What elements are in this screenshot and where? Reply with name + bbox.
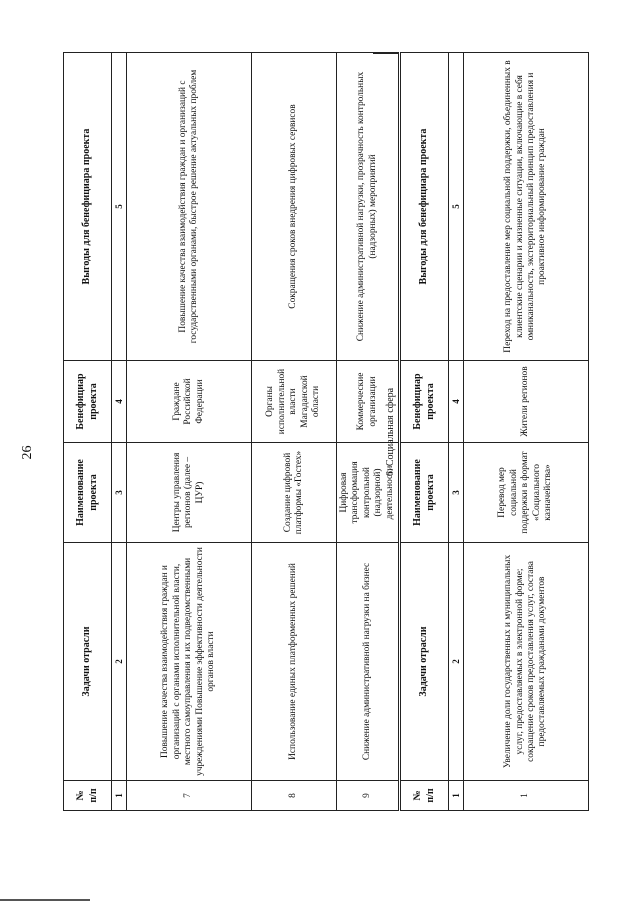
section-title: 6. Социальная сфера (383, 53, 399, 811)
header-project-name: Наименование проекта (64, 443, 112, 543)
row-num: 8 (252, 781, 337, 811)
row-num: 1 (464, 781, 589, 811)
row-benefits: Сокращения сроков внедрения цифровых сервисов (252, 53, 337, 361)
row-beneficiary: Жители регионов (464, 361, 589, 443)
column-index: 5 (112, 53, 127, 361)
table-header-row (64, 53, 112, 811)
row-project: Перевод мер социальной поддержки в формат «Социального казначейства» (464, 443, 589, 543)
row-project: Создание цифровой платформы «Гостех» (252, 443, 337, 543)
column-index-row (112, 53, 127, 811)
table-row (252, 53, 337, 811)
column-index-row (449, 53, 464, 811)
header-benefits: Выгоды для бенефициара проекта (401, 53, 449, 361)
row-beneficiary: Органы исполнительной власти Магаданской области (252, 361, 337, 443)
column-index: 2 (112, 543, 127, 781)
page-number: 26 (20, 445, 35, 460)
header-beneficiary: Бенефициар проекта (64, 361, 112, 443)
row-project: Центры управления регионов (далее – ЦУР) (127, 443, 252, 543)
table-header-row (401, 53, 449, 811)
row-task: Увеличение доли государственных и муниципальных услуг, предоставляемых в электронной форме; сокращение сроков предоставления услуг, состава предоставляемых гражданами документов (464, 543, 589, 781)
row-benefits: Снижение административной нагрузки, прозрачность контрольных (надзорных) мероприятий (337, 53, 399, 361)
row-project: Цифровая трансформация контрольной (надзорной) деятельности (337, 443, 399, 543)
row-benefits: Повышение качества взаимодействия граждан и организаций с государственными органами, быстрое решение актуальных проблем (127, 53, 252, 361)
header-project-name: Наименование проекта (401, 443, 449, 543)
column-index: 1 (112, 781, 127, 811)
column-index: 1 (449, 781, 464, 811)
header-tasks: Задачи отрасли (64, 543, 112, 781)
header-num: № п/п (64, 781, 112, 811)
row-num: 7 (127, 781, 252, 811)
table-row (127, 53, 252, 811)
projects-table-social (400, 52, 589, 811)
row-benefits: Переход на предоставление мер социальной поддержки, объединенных в клиентские сценарии и жизненные ситуации, включающие в себя омниканальность, экстерриториальный принцип предоставления и проактивное информирование граждан (464, 53, 589, 361)
projects-table-top (63, 52, 399, 811)
column-index: 3 (449, 443, 464, 543)
row-task: Использование единых платформенных решений (252, 543, 337, 781)
column-index: 5 (449, 53, 464, 361)
column-index: 4 (449, 361, 464, 443)
table-gap (373, 53, 383, 811)
header-num: № п/п (401, 781, 449, 811)
header-beneficiary: Бенефициар проекта (401, 361, 449, 443)
row-beneficiary: Коммерческие организации (337, 361, 399, 443)
row-beneficiary: Граждане Российской Федерации (127, 361, 252, 443)
row-task: Повышение качества взаимодействия граждан и организаций с органами исполнительной власти, местного самоуправления и их подведомственными учреждениями Повышение эффективности деятельности органов власти (127, 543, 252, 781)
header-benefits: Выгоды для бенефициара проекта (64, 53, 112, 361)
header-tasks: Задачи отрасли (401, 543, 449, 781)
column-index: 2 (449, 543, 464, 781)
column-index: 4 (112, 361, 127, 443)
row-num: 9 (337, 781, 399, 811)
column-index: 3 (112, 443, 127, 543)
row-task: Снижение административной нагрузки на бизнес (337, 543, 399, 781)
table-row (464, 53, 589, 811)
